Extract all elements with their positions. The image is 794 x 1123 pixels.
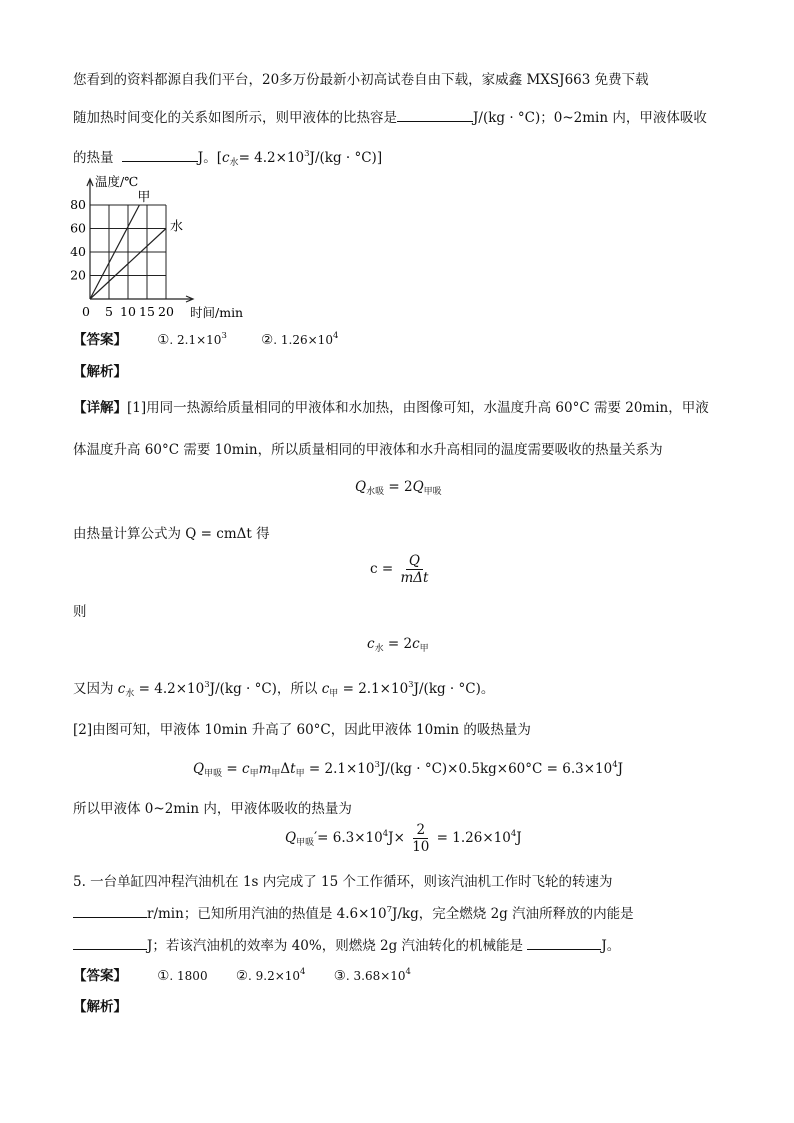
text: 又因为 [73, 681, 114, 697]
chart-grid [90, 205, 166, 299]
q4-line-2-unit: J。[ [197, 150, 222, 166]
answer-2-exp: 4 [332, 331, 339, 341]
equation-1 [355, 479, 442, 497]
detail-line-1 [73, 396, 709, 416]
y-tick-label: 20 [70, 267, 86, 283]
symbol-c: c [412, 636, 420, 652]
symbol-c: c [117, 681, 126, 697]
value: = 4.2×10 [138, 681, 205, 697]
symbol-c: c [221, 150, 230, 166]
value: = 2.1×10 [308, 761, 375, 777]
q5-line-1: 5. 一台单缸四冲程汽油机在 1s 内完成了 15 个工作循环，则该汽油机工作时飞轮的转速为 [73, 874, 613, 890]
q4-line-1-unit: J/(kg · °C)；0~2min 内，甲液体吸收 [473, 110, 707, 126]
q5-line-3 [73, 934, 620, 954]
subscript: 甲吸 [204, 769, 223, 779]
answer-blank[interactable] [73, 936, 147, 950]
unit: J [617, 761, 624, 777]
value: J/(kg · °C)×0.5kg×60°C = 6.3×10 [379, 761, 613, 777]
detail-text-2: 体温度升高 60°C 需要 10min，所以质量相同的甲液体和水升高相同的温度需要吸收的热量关系为 [73, 442, 663, 458]
x-tick-label: 0 [82, 304, 90, 319]
text: J。 [601, 938, 621, 954]
answer-label: 【答案】 [73, 968, 127, 984]
symbol-m: m [258, 761, 272, 777]
equation-5 [285, 822, 522, 855]
eq-op: = 2 [388, 479, 413, 495]
q5-line-2 [73, 902, 634, 922]
exponent: 4 [382, 829, 389, 839]
value: = 2.1×10 [342, 681, 409, 697]
answer-blank[interactable] [527, 936, 601, 950]
subscript: 水 [125, 689, 135, 699]
symbol-t: t [290, 761, 296, 777]
answer-1-marker: ① [157, 968, 170, 984]
q4-given-value: = 4.2×10 [238, 150, 305, 166]
answer-blank[interactable] [122, 148, 198, 162]
value: ′= 6.3×10 [314, 830, 383, 846]
x-tick-label: 5 [105, 304, 113, 319]
answer-3-exp: 4 [405, 967, 411, 977]
fraction [397, 553, 431, 586]
x-tick-label: 15 [139, 304, 155, 319]
symbol-Q: Q [412, 479, 424, 495]
answer-blank[interactable] [397, 108, 473, 122]
y-tick-label: 40 [70, 244, 86, 259]
exponent: 7 [386, 905, 392, 915]
exponent: 4 [510, 829, 517, 839]
q4-line-2-text: 的热量 [73, 150, 114, 166]
subscript: 甲 [249, 769, 259, 779]
analysis-label: 【解析】 [73, 364, 127, 380]
eq-lhs: c = [370, 561, 394, 577]
subscript: 甲吸 [423, 487, 442, 497]
text: r/min；已知所用汽油的热值是 4.6×10 [147, 906, 387, 922]
answer-3-marker: ③ [333, 968, 346, 984]
symbol-c: c [321, 681, 330, 697]
fraction [409, 822, 432, 855]
answer-2-value: . 9.2×10 [247, 969, 301, 983]
exponent: 3 [304, 149, 310, 159]
eq-op: = 2 [387, 636, 413, 652]
answer-2-marker: ② [261, 332, 274, 348]
delta: Δ [280, 761, 291, 777]
fraction-denominator: mΔt [400, 570, 429, 586]
subscript: 甲 [295, 769, 305, 779]
y-axis-label: 温度/℃ [95, 174, 139, 189]
q4-line-2 [73, 146, 382, 168]
header-banner: 您看到的资料都源自我们平台，20多万份最新小初高试卷自由下载，家威鑫 MXSJ663 免费下载 [73, 72, 649, 88]
y-tick-label: 60 [70, 220, 86, 236]
detail-label: 【详解】 [73, 400, 127, 416]
exponent: 3 [408, 680, 414, 690]
subscript: 水 [374, 644, 384, 654]
subscript: 甲吸 [296, 838, 315, 848]
eq-op: = [226, 761, 238, 777]
text: J；若该汽油机的效率为 40%，则燃烧 2g 汽油转化的机械能是 [147, 938, 524, 954]
y-tick-label: 80 [70, 197, 86, 212]
fraction-numerator: 2 [413, 822, 428, 839]
answer-1-value: . 2.1×10 [169, 333, 222, 347]
q4-line-1-text: 随加热时间变化的关系如图所示，则甲液体的比热容是 [73, 110, 397, 126]
exponent: 3 [374, 760, 380, 770]
unit: J [516, 830, 522, 846]
detail-text-6: [2]由图可知，甲液体 10min 升高了 60°C，因此甲液体 10min 的吸热量为 [73, 722, 531, 738]
text: J/kg，完全燃烧 2g 汽油所释放的内能是 [392, 906, 634, 922]
answer-2-marker: ② [235, 968, 248, 984]
q4-given-unit: J/(kg · °C)] [309, 150, 383, 166]
answer-blank[interactable] [73, 904, 147, 918]
value: = 1.26×10 [436, 830, 511, 846]
temperature-time-chart [60, 172, 250, 322]
detail-line-5 [73, 677, 494, 699]
detail-text-4: 则 [73, 604, 87, 620]
subscript: 甲 [271, 769, 281, 779]
equation-4 [193, 760, 623, 779]
series-label-2: 水 [170, 219, 184, 235]
answer-2-exp: 4 [300, 967, 306, 977]
answer-1-exp: 3 [221, 331, 227, 341]
detail-text-3: 由热量计算公式为 Q = cmΔt 得 [73, 526, 270, 542]
x-tick-label: 20 [158, 304, 174, 319]
answer-5-row [73, 964, 411, 984]
symbol-Q: Q [355, 479, 367, 495]
fraction-numerator: Q [406, 553, 423, 570]
answer-1-value: . 1800 [169, 969, 208, 983]
equation-2 [370, 553, 431, 586]
symbol-Q: Q [193, 761, 205, 777]
x-tick-label: 10 [120, 304, 136, 319]
detail-text-1: [1]用同一热源给质量相同的甲液体和水加热，由图像可知，水温度升高 60°C 需要 20min，甲液 [127, 400, 709, 416]
chart-ticks [70, 197, 174, 319]
answer-label: 【答案】 [73, 332, 127, 348]
symbol-Q: Q [285, 830, 297, 846]
answer-4-row [73, 328, 338, 348]
analysis-label-2: 【解析】 [73, 999, 127, 1015]
subscript: 甲 [329, 689, 339, 699]
exponent: 4 [612, 760, 618, 770]
text: J/(kg · °C)，所以 [209, 681, 318, 697]
subscript: 甲 [419, 644, 429, 654]
unit: J× [388, 830, 405, 846]
chart-lines [90, 190, 183, 299]
symbol-c: c [242, 761, 250, 777]
symbol-c: c [367, 636, 375, 652]
series-label-1: 甲 [137, 190, 151, 205]
answer-2-value: . 1.26×10 [273, 333, 333, 347]
q4-line-1 [73, 106, 707, 126]
answer-1-marker: ① [157, 332, 170, 348]
exponent: 3 [204, 680, 210, 690]
text: J/(kg · °C)。 [413, 681, 495, 697]
subscript-water: 水 [229, 158, 239, 168]
detail-text-7: 所以甲液体 0~2min 内，甲液体吸收的热量为 [73, 801, 352, 817]
x-axis-label: 时间/min [190, 305, 244, 320]
fraction-denominator: 10 [412, 839, 430, 855]
subscript: 水吸 [366, 487, 385, 497]
answer-3-value: . 3.68×10 [345, 969, 406, 983]
equation-3 [367, 636, 429, 654]
